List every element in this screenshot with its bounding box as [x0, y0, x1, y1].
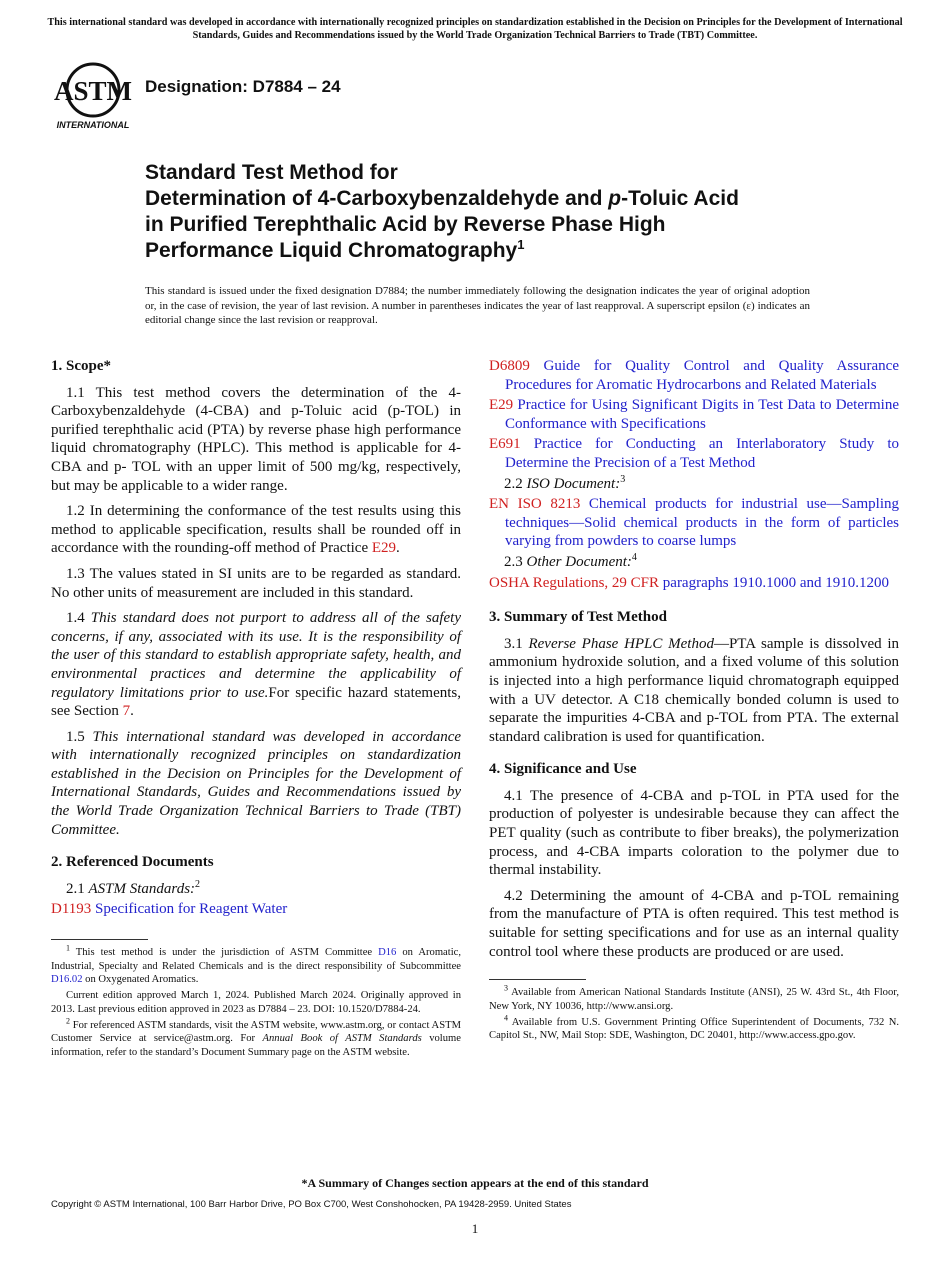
- fn3-text: Available from American National Standards Institute (ANSI), 25 W. 43rd St., 4th Floor, New York, NY 10036, http://www.ansi.org.: [489, 987, 899, 1012]
- other-label-num: 2.3: [504, 553, 527, 570]
- link-e29[interactable]: E29: [371, 540, 397, 557]
- fn2-italic: Annual Book of ASTM Standards: [262, 1033, 422, 1045]
- title-line-4: [145, 238, 845, 264]
- tbt-notice: This international standard was developed in accordance with internationally recognized principles on standardization established in the Decision on Principles for the Development of International Standards, Guides and Recommendations issued by the World Trade Organization Technical Barriers to Trade (TBT) Committee.: [47, 17, 903, 41]
- other-document-label: [504, 553, 899, 572]
- scope-1-2-text: 1.2 In determining the conformance of the test results using this method to applicable specification, results shall be rounded off in accordance with the rounding-off method of Practice: [51, 503, 461, 557]
- ref-iso-title[interactable]: Chemical products for industrial use—Sampling techniques—Solid chemical products in the form of particles varying from powders to coarse lumps: [505, 496, 899, 550]
- fn3-marker: 3: [504, 983, 508, 993]
- footnote-divider: [51, 939, 148, 940]
- ref-e691-title[interactable]: Practice for Conducting an Interlaboratory Study to Determine the Precision of a Test Method: [505, 436, 899, 471]
- ref-d1193-code[interactable]: D1193: [51, 901, 92, 918]
- scope-1-5-italic: This international standard was developed in accordance with internationally recognized principles on standardization established in the Decision on Principles for the Development of International Standards, Guides and Recommendations issued by the World Trade Organization Technical Barriers to Trade (TBT) Committee.: [51, 728, 462, 838]
- footnote-1: [51, 943, 461, 987]
- fn4-text: Available from U.S. Government Printing Office Superintendent of Documents, 732 N. Capitol St., NW, Mail Stop: SDE, Washington, DC 20401, http://www.access.gpo.gov.: [489, 1016, 899, 1042]
- ref-e691-code[interactable]: E691: [489, 436, 521, 453]
- scope-1-4-num: 1.4: [66, 610, 91, 627]
- summary-3-1-text: —PTA sample is dissolved in ammonium hydroxide solution, and a fixed volume of this solution is injected into a high performance liquid chromatograph equipped with a UV detector. A C18 chemically bonded column is used to separate the impurities 4-CBA and p-TOL from PTA. The external standard calibration is used for quantification.: [489, 635, 899, 745]
- issuance-statement: This standard is issued under the fixed designation D7884; the number immediately following the designation indicates the year of original adoption or, in the case of revision, the year of last revision. A number in parentheses indicates the year of last reapproval. A superscript epsilon (ε) indicates an editorial change since the last revision or reapproval.: [145, 285, 810, 326]
- title-line-4-text: Performance Liquid Chromatography: [145, 239, 518, 262]
- iso-sup: 3: [620, 473, 626, 485]
- iso-label: ISO Document:: [526, 475, 621, 492]
- right-column: [489, 357, 899, 1045]
- scope-1-1: 1.1 This test method covers the determination of the 4-Carboxybenzaldehyde (4-CBA) and p-Toluic acid (p-TOL) in purified terephthalic acid (PTA) by reverse phase high performance liquid chromatography (HPLC). This method is applicable for 4-CBA and p- TOL with an upper limit of 500 mg/kg, respectively, but may be applicable to a wider range.: [51, 384, 461, 494]
- copyright: Copyright © ASTM International, 100 Barr Harbor Drive, PO Box C700, West Conshohocken, PA 19428-2959. United States: [51, 1199, 572, 1210]
- other-label: Other Document:: [526, 553, 632, 570]
- scope-heading: 1. Scope*: [51, 358, 111, 374]
- ref-d6809[interactable]: [489, 357, 899, 394]
- iso-document-label: [504, 475, 899, 494]
- iso-label-num: 2.2: [504, 475, 527, 492]
- astm-label-num: 2.1: [66, 880, 89, 897]
- title-line-3: in Purified Terephthalic Acid by Reverse Phase High: [145, 213, 666, 236]
- scope-1-4-italic: This standard does not purport to address all of the safety concerns, if any, associated with its use. It is the responsibility of the user of this standard to establish appropriate safety, health, and environmental practices and determine the applicability of regulatory limitations prior to use.: [51, 610, 461, 701]
- ref-osha-code[interactable]: OSHA Regulations, 29 CFR: [489, 574, 660, 591]
- title-line-2c: -Toluic Acid: [621, 187, 739, 210]
- scope-1-4: [51, 609, 461, 721]
- significance-heading: 4. Significance and Use: [489, 761, 637, 778]
- footnote-4: [489, 1013, 899, 1043]
- scope-1-3: 1.3 The values stated in SI units are to be regarded as standard. No other units of measurement are included in this standard.: [51, 565, 461, 601]
- significance-4-1: 4.1 The presence of 4-CBA and p-TOL in PTA used for the production of polyester is undesirable because they can affect the PET quality (such as contribute to fiber breaks), the polymerization process, and 4-CBA imparts coloration to the polymer due to thermal instability.: [489, 787, 899, 879]
- document-title: [145, 160, 845, 264]
- scope-1-4-end: .: [130, 703, 134, 720]
- ref-e29[interactable]: [489, 396, 899, 433]
- logo-text: INTERNATIONAL: [56, 120, 130, 130]
- ref-d6809-title[interactable]: Guide for Quality Control and Quality Assurance Procedures for Aromatic Hydrocarbons and Related Materials: [505, 358, 899, 393]
- summary-of-changes-note: *A Summary of Changes section appears at the end of this standard: [301, 1176, 649, 1190]
- scope-1-2: [51, 502, 461, 558]
- other-sup: 4: [631, 551, 637, 563]
- astm-standards-label: [66, 880, 461, 899]
- footnote-divider-right: [489, 979, 586, 980]
- summary-3-1: [489, 635, 899, 747]
- footnote-2: [51, 1016, 461, 1060]
- ref-d6809-code[interactable]: D6809: [489, 358, 530, 374]
- title-line-1: Standard Test Method for: [145, 161, 398, 184]
- summary-heading: 3. Summary of Test Method: [489, 609, 667, 626]
- astm-label: ASTM Standards:: [88, 880, 196, 897]
- fn1-text-c: on Oxygenated Aromatics.: [82, 974, 199, 986]
- ref-d1193-title[interactable]: Specification for Reagent Water: [91, 901, 288, 918]
- summary-3-1-italic: Reverse Phase HPLC Method: [528, 635, 714, 652]
- ref-e691[interactable]: [489, 435, 899, 472]
- scope-1-4-tail: For specific hazard statements, see Section: [51, 684, 461, 720]
- title-line-2: [145, 186, 845, 212]
- designation: Designation: D7884 – 24: [145, 77, 341, 96]
- left-column: [51, 357, 461, 1062]
- ref-iso-code[interactable]: EN ISO 8213: [489, 496, 581, 513]
- ref-iso-8213[interactable]: [489, 495, 899, 551]
- significance-4-2: 4.2 Determining the amount of 4-CBA and p-TOL remaining from the manufacture of PTA is often required. This test method is suitable for setting specifications and for use as an internal quality control tool where these products are produced or are used.: [489, 887, 899, 960]
- footnote-edition: Current edition approved March 1, 2024. Published March 2024. Originally approved in 2013. Last previous edition approved in 2023 as D7884 – 23. DOI: 10.1520/D7884-24.: [51, 990, 461, 1015]
- ref-e29-title[interactable]: Practice for Using Significant Digits in Test Data to Determine Conformance with Specifications: [505, 397, 899, 432]
- scope-1-5: [51, 728, 461, 840]
- title-line-2b: p: [608, 187, 622, 210]
- fn1-text-b: on Aromatic, Industrial, Specialty and Related Chemicals and is the direct responsibility of Subcommittee: [51, 947, 461, 972]
- astm-logo: [52, 58, 134, 132]
- link-d16[interactable]: D16: [378, 947, 397, 959]
- fn2-text-a: For referenced ASTM standards, visit the ASTM website, www.astm.org, or contact ASTM Customer Service at service@astm.org. For: [51, 1019, 461, 1045]
- ref-osha[interactable]: [489, 574, 899, 593]
- summary-3-1-num: 3.1: [504, 635, 529, 652]
- ref-osha-title[interactable]: paragraphs 1910.1000 and 1910.1200: [659, 574, 889, 591]
- title-footnote-marker: 1: [517, 237, 525, 252]
- fn1-text-a: This test method is under the jurisdiction of ASTM Committee: [70, 947, 379, 959]
- fn1-marker: 1: [66, 943, 70, 953]
- astm-sup: 2: [195, 878, 201, 890]
- logo-letters: ASTM: [53, 76, 133, 106]
- link-d16-02[interactable]: D16.02: [51, 974, 83, 986]
- ref-d1193[interactable]: [51, 900, 461, 919]
- footnote-3: [489, 983, 899, 1013]
- scope-1-2-end: .: [396, 540, 400, 557]
- page-number: 1: [471, 1221, 479, 1236]
- scope-1-5-num: 1.5: [66, 728, 93, 745]
- link-section-7[interactable]: 7: [122, 703, 131, 720]
- fn4-marker: 4: [504, 1013, 508, 1023]
- astm-logo-graphic: [52, 58, 134, 132]
- fn2-text-b: volume information, refer to the standard’s Document Summary page on the ASTM website.: [51, 1033, 461, 1058]
- title-line-2a: Determination of 4-Carboxybenzaldehyde and: [145, 187, 609, 210]
- refdocs-heading: 2. Referenced Documents: [51, 854, 214, 871]
- fn2-marker: 2: [66, 1016, 70, 1026]
- ref-e29-code[interactable]: E29: [489, 397, 514, 414]
